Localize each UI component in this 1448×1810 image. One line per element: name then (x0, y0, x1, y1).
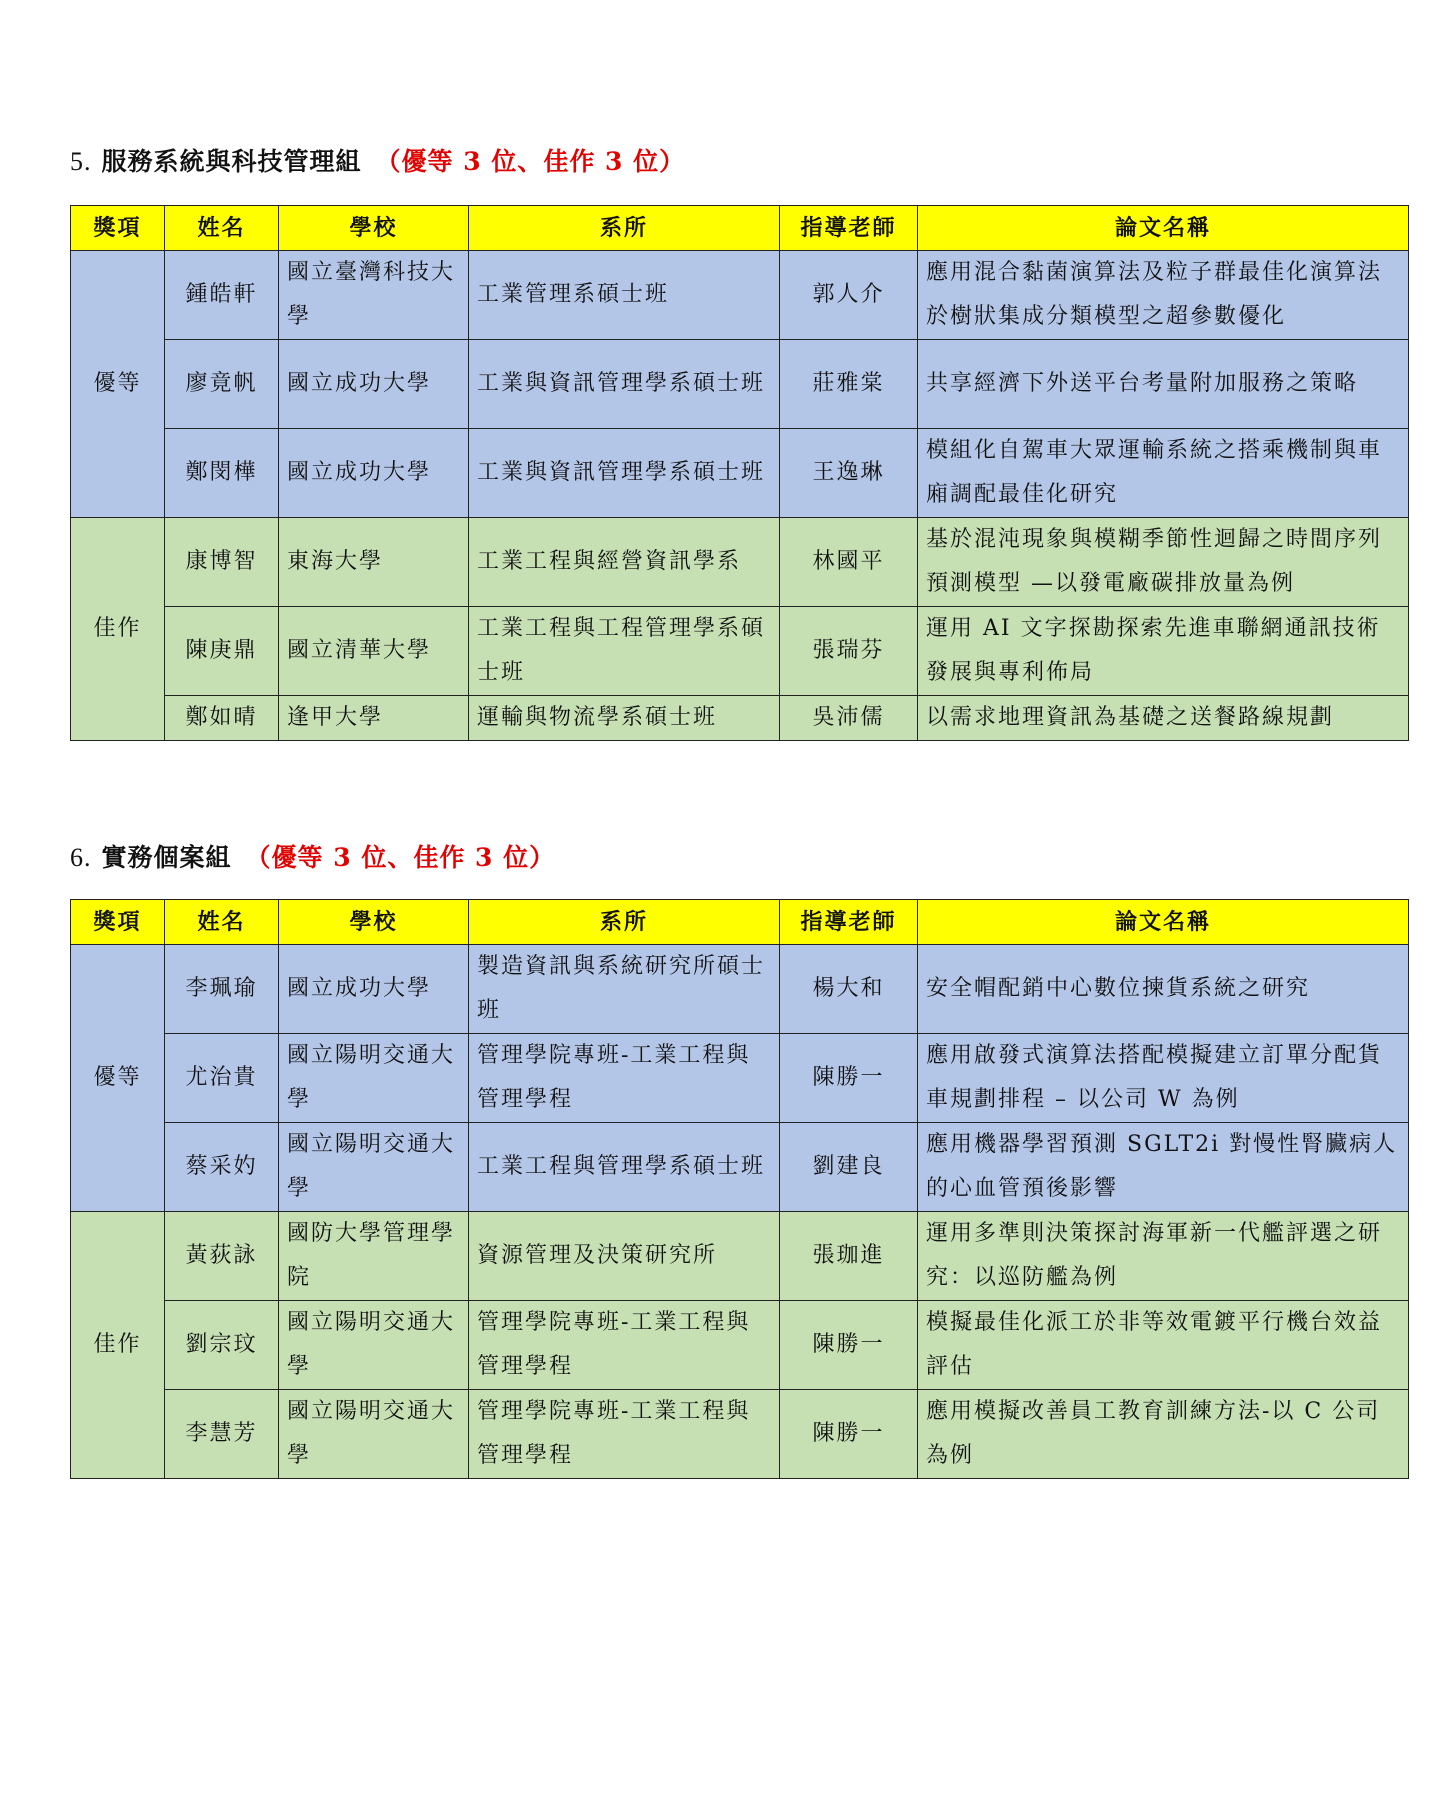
header-name: 姓名 (165, 900, 279, 945)
table-row (71, 340, 1409, 429)
cell-school: 國立陽明交通大學 (279, 1034, 469, 1123)
cell-name: 李珮瑜 (165, 945, 279, 1034)
table-row (71, 429, 1409, 518)
cell-thesis: 運用 AI 文字探勘探索先進車聯網通訊技術發展與專利佈局 (918, 607, 1409, 696)
cell-school: 逢甲大學 (279, 696, 469, 741)
cell-dept: 管理學院專班-工業工程與管理學程 (469, 1034, 780, 1123)
table-row (71, 607, 1409, 696)
table-row (71, 1301, 1409, 1390)
cell-name: 康博智 (165, 518, 279, 607)
table-header-row (71, 206, 1409, 251)
cell-dept: 工業工程與經營資訊學系 (469, 518, 780, 607)
cell-school: 國立成功大學 (279, 945, 469, 1034)
cell-dept: 工業管理系碩士班 (469, 251, 780, 340)
cell-advisor: 郭人介 (780, 251, 918, 340)
cell-thesis: 模組化自駕車大眾運輸系統之搭乘機制與車廂調配最佳化研究 (918, 429, 1409, 518)
section-number: 6. (70, 843, 92, 872)
cell-school: 國立陽明交通大學 (279, 1390, 469, 1479)
table-row (71, 251, 1409, 340)
section-note: （優等 3 位、佳作 3 位） (375, 147, 686, 176)
cell-dept: 工業工程與工程管理學系碩士班 (469, 607, 780, 696)
cell-thesis: 應用機器學習預測 SGLT2i 對慢性腎臟病人的心血管預後影響 (918, 1123, 1409, 1212)
header-school: 學校 (279, 206, 469, 251)
cell-school: 國立成功大學 (279, 429, 469, 518)
cell-dept: 管理學院專班-工業工程與管理學程 (469, 1390, 780, 1479)
table-row (71, 945, 1409, 1034)
cell-school: 國防大學管理學院 (279, 1212, 469, 1301)
cell-advisor: 陳勝一 (780, 1301, 918, 1390)
cell-dept: 工業與資訊管理學系碩士班 (469, 340, 780, 429)
table-row (71, 1212, 1409, 1301)
table-row (71, 1034, 1409, 1123)
cell-advisor: 吳沛儒 (780, 696, 918, 741)
cell-dept: 管理學院專班-工業工程與管理學程 (469, 1301, 780, 1390)
section-note: （優等 3 位、佳作 3 位） (245, 843, 556, 872)
award-table-5 (70, 205, 1409, 741)
cell-school: 國立成功大學 (279, 340, 469, 429)
cell-school: 國立清華大學 (279, 607, 469, 696)
table-row (71, 1123, 1409, 1212)
section-5-title (70, 142, 685, 178)
cell-school: 東海大學 (279, 518, 469, 607)
header-award: 獎項 (71, 206, 165, 251)
cell-thesis: 安全帽配銷中心數位揀貨系統之研究 (918, 945, 1409, 1034)
header-name: 姓名 (165, 206, 279, 251)
cell-name: 尤治貴 (165, 1034, 279, 1123)
cell-advisor: 楊大和 (780, 945, 918, 1034)
header-advisor: 指導老師 (780, 206, 918, 251)
award-group-merit: 佳作 (71, 518, 165, 741)
header-school: 學校 (279, 900, 469, 945)
cell-dept: 工業與資訊管理學系碩士班 (469, 429, 780, 518)
cell-advisor: 王逸琳 (780, 429, 918, 518)
cell-advisor: 張珈進 (780, 1212, 918, 1301)
header-dept: 系所 (469, 900, 780, 945)
section-name: 實務個案組 (101, 843, 232, 872)
cell-name: 李慧芳 (165, 1390, 279, 1479)
header-advisor: 指導老師 (780, 900, 918, 945)
cell-thesis: 基於混沌現象與模糊季節性迴歸之時間序列預測模型 —以發電廠碳排放量為例 (918, 518, 1409, 607)
header-thesis: 論文名稱 (918, 900, 1409, 945)
cell-advisor: 陳勝一 (780, 1034, 918, 1123)
award-group-merit: 佳作 (71, 1212, 165, 1479)
cell-thesis: 共享經濟下外送平台考量附加服務之策略 (918, 340, 1409, 429)
section-6-title (70, 838, 555, 874)
award-group-excellent: 優等 (71, 251, 165, 518)
cell-dept: 製造資訊與系統研究所碩士班 (469, 945, 780, 1034)
cell-dept: 工業工程與管理學系碩士班 (469, 1123, 780, 1212)
cell-advisor: 莊雅棠 (780, 340, 918, 429)
cell-school: 國立陽明交通大學 (279, 1301, 469, 1390)
table-row (71, 696, 1409, 741)
cell-thesis: 應用模擬改善員工教育訓練方法-以 C 公司為例 (918, 1390, 1409, 1479)
cell-name: 鄭閔樺 (165, 429, 279, 518)
cell-advisor: 劉建良 (780, 1123, 918, 1212)
table-row (71, 518, 1409, 607)
section-name: 服務系統與科技管理組 (101, 147, 362, 176)
table-header-row (71, 900, 1409, 945)
cell-advisor: 張瑞芬 (780, 607, 918, 696)
cell-name: 黃荻詠 (165, 1212, 279, 1301)
cell-advisor: 林國平 (780, 518, 918, 607)
cell-advisor: 陳勝一 (780, 1390, 918, 1479)
cell-name: 鄭如晴 (165, 696, 279, 741)
cell-thesis: 以需求地理資訊為基礎之送餐路線規劃 (918, 696, 1409, 741)
cell-thesis: 運用多準則決策探討海軍新一代艦評選之研究：以巡防艦為例 (918, 1212, 1409, 1301)
award-group-excellent: 優等 (71, 945, 165, 1212)
cell-thesis: 應用混合黏菌演算法及粒子群最佳化演算法於樹狀集成分類模型之超參數優化 (918, 251, 1409, 340)
cell-school: 國立臺灣科技大學 (279, 251, 469, 340)
cell-school: 國立陽明交通大學 (279, 1123, 469, 1212)
award-table-6 (70, 899, 1409, 1479)
cell-name: 鍾皓軒 (165, 251, 279, 340)
table-row (71, 1390, 1409, 1479)
cell-name: 劉宗玟 (165, 1301, 279, 1390)
cell-name: 蔡采妁 (165, 1123, 279, 1212)
header-award: 獎項 (71, 900, 165, 945)
cell-thesis: 應用啟發式演算法搭配模擬建立訂單分配貨車規劃排程 – 以公司 W 為例 (918, 1034, 1409, 1123)
cell-name: 陳庚鼎 (165, 607, 279, 696)
section-number: 5. (70, 147, 92, 176)
cell-thesis: 模擬最佳化派工於非等效電鍍平行機台效益評估 (918, 1301, 1409, 1390)
header-thesis: 論文名稱 (918, 206, 1409, 251)
cell-dept: 運輸與物流學系碩士班 (469, 696, 780, 741)
cell-dept: 資源管理及決策研究所 (469, 1212, 780, 1301)
cell-name: 廖竟帆 (165, 340, 279, 429)
header-dept: 系所 (469, 206, 780, 251)
